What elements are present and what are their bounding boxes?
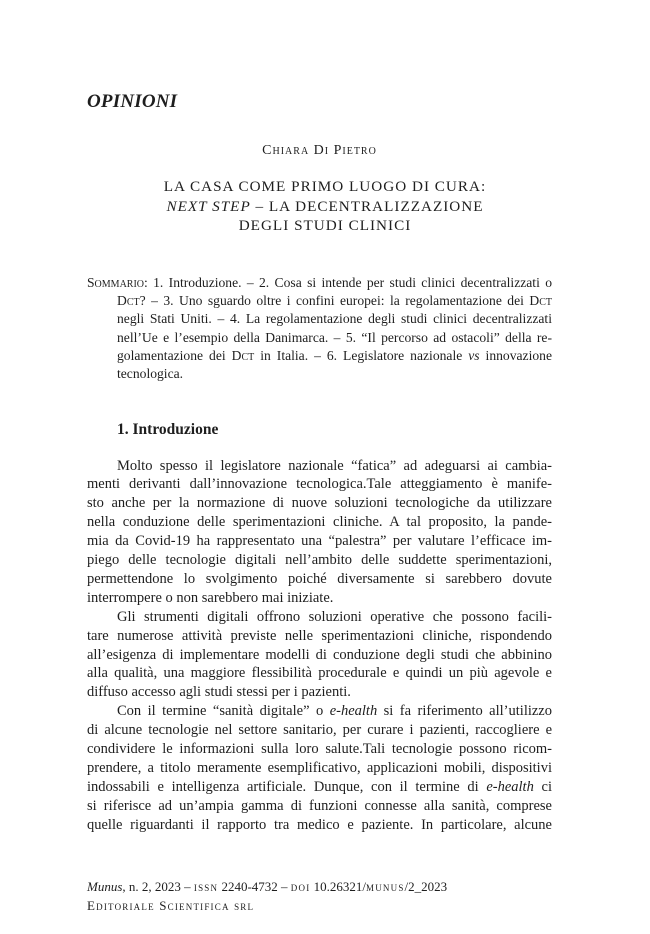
summary-line: [117, 310, 552, 328]
text-run: sto anche per la normazione di nuove soluzioni tecnologiche da utilizzare: [87, 495, 552, 512]
body-line: [87, 759, 552, 778]
small-caps-run: Dct: [117, 293, 140, 309]
body-line: [87, 457, 552, 476]
body-line: [87, 702, 552, 721]
summary-line: [117, 329, 552, 347]
text-run: condividere le informazioni sulla loro salute.Tali tecnologie possono ricom-: [87, 741, 552, 758]
body-line: [87, 608, 552, 627]
text-run: permettendone lo svolgimento poiché diversamente si sarebbero dovute: [87, 570, 552, 587]
text-run: ? – 3. Uno sguardo oltre i confini europei: la regolamentazione dei: [139, 293, 530, 309]
footer-line: [87, 896, 447, 915]
section-heading: 1. Introduzione: [117, 421, 219, 438]
body-line: [87, 664, 552, 683]
body-line: [87, 475, 552, 494]
summary: [87, 274, 552, 383]
body-line: [87, 532, 552, 551]
body-line: [87, 816, 552, 835]
summary-line: [117, 365, 552, 383]
title-line: [0, 177, 650, 197]
article-body: [87, 457, 552, 835]
text-run: si fa riferimento all’utilizzo: [377, 703, 552, 720]
body-line: [87, 797, 552, 816]
body-line: [87, 551, 552, 570]
text-run: 2240-4732 –: [218, 879, 291, 894]
text-run: menti derivanti dall’innovazione tecnologica.Tale atteggiamento è manife-: [87, 476, 552, 493]
small-caps-run: doi: [290, 879, 311, 894]
italic-run: e-health: [486, 778, 534, 795]
text-run: di alcune tecnologie nel settore sanitario, per curare i pazienti, raccogliere e: [87, 722, 552, 739]
paragraph: [87, 608, 552, 703]
author-name: Chiara Di Pietro: [262, 143, 377, 158]
title-line: [0, 197, 650, 217]
small-caps-run: issn: [193, 879, 219, 894]
small-caps-run: munus: [366, 879, 405, 894]
body-line: [87, 513, 552, 532]
page-footer: [87, 877, 447, 915]
title-line: [0, 216, 650, 236]
body-line: [87, 740, 552, 759]
text-run: Gli strumenti digitali offrono soluzioni operative che possono facili-: [117, 608, 552, 625]
body-line: [87, 683, 552, 702]
paragraph: [87, 702, 552, 834]
text-run: ci: [533, 778, 552, 795]
italic-run: vs: [468, 347, 480, 363]
small-caps-run: Dct: [529, 293, 552, 309]
text-run: /2_2023: [404, 879, 448, 894]
text-run: interrompere o non sarebbero mai iniziate.: [87, 589, 334, 606]
summary-line: [117, 347, 552, 365]
text-run: mia da Covid-19 ha rappresentato una “palestra” per valutare l’efficace im-: [87, 533, 552, 550]
text-run: – LA DECENTRALIZZAZIONE: [250, 197, 484, 215]
text-run: quelle riguardanti il rapporto tra medico e paziente. In particolare, alcune: [87, 816, 552, 833]
text-run: DEGLI STUDI CLINICI: [238, 217, 412, 234]
text-run: 1. Introduzione. – 2. Cosa si intende per studi clinici decentralizzati o: [147, 275, 552, 290]
text-run: si riferisce ad un’ampia gamma di funzioni connesse alla sanità, comprese: [87, 797, 552, 814]
text-run: prendere, a titolo meramente esemplificativo, applicazioni mobili, dispositivi: [87, 760, 552, 776]
text-run: negli Stati Uniti. – 4. La regolamentazione degli studi clinici decentralizzati: [117, 311, 552, 327]
text-run: 10.26321/: [310, 879, 367, 894]
italic-run: Munus: [87, 879, 123, 894]
italic-run: NEXT STEP: [166, 197, 251, 215]
text-run: all’esigenza di implementare modelli di conduzione degli studi che abbinino: [87, 646, 552, 663]
summary-line: [117, 292, 552, 310]
text-run: in Italia. – 6. Legislatore nazionale: [254, 347, 469, 363]
text-run: tare numerose attività previste nelle sperimentazioni cliniche, rispondendo: [87, 627, 552, 644]
body-line: [87, 589, 552, 608]
text-run: golamentazione dei: [117, 347, 232, 363]
body-line: [87, 627, 552, 646]
text-run: Con il termine “sanità digitale” o: [117, 703, 330, 720]
small-caps-run: Editoriale Scientifica srl: [87, 898, 255, 913]
text-run: LA CASA COME PRIMO LUOGO DI CURA:: [163, 178, 487, 195]
text-run: nell’Ue e l’esempio della Danimarca. – 5. “Il percorso ad ostacoli” della re-: [117, 329, 552, 345]
body-line: [87, 646, 552, 665]
text-run: diffuso accesso agli studi stessi per i pazienti.: [87, 684, 351, 701]
text-run: tecnologica.: [117, 366, 184, 382]
summary-line: [87, 274, 552, 292]
section-label: OPINIONI: [87, 91, 178, 112]
text-run: , n. 2, 2023 –: [122, 879, 194, 894]
body-line: [87, 494, 552, 513]
italic-run: e-health: [329, 703, 378, 720]
body-line: [87, 570, 552, 589]
footer-line: [87, 877, 447, 896]
paragraph: [87, 457, 552, 608]
small-caps-run: Sommario:: [87, 275, 148, 290]
body-line: [87, 721, 552, 740]
text-run: alla qualità, una maggiore flessibilità procedurale e quindi un più agevole e: [87, 665, 552, 682]
text-run: piego delle tecnologie digitali nell’ambito delle suddette sperimentazioni,: [87, 552, 552, 569]
text-run: indossabili e intelligenza artificiale. Dunque, con il termine di: [87, 778, 487, 795]
text-run: nella conduzione delle sperimentazioni cliniche. A tal proposito, la pande-: [87, 514, 552, 531]
article-title: [0, 177, 650, 236]
small-caps-run: Dct: [231, 347, 255, 363]
text-run: Molto spesso il legislatore nazionale “fatica” ad adeguarsi ai cambia-: [117, 457, 552, 474]
body-line: [87, 778, 552, 797]
text-run: innovazione: [479, 347, 552, 363]
